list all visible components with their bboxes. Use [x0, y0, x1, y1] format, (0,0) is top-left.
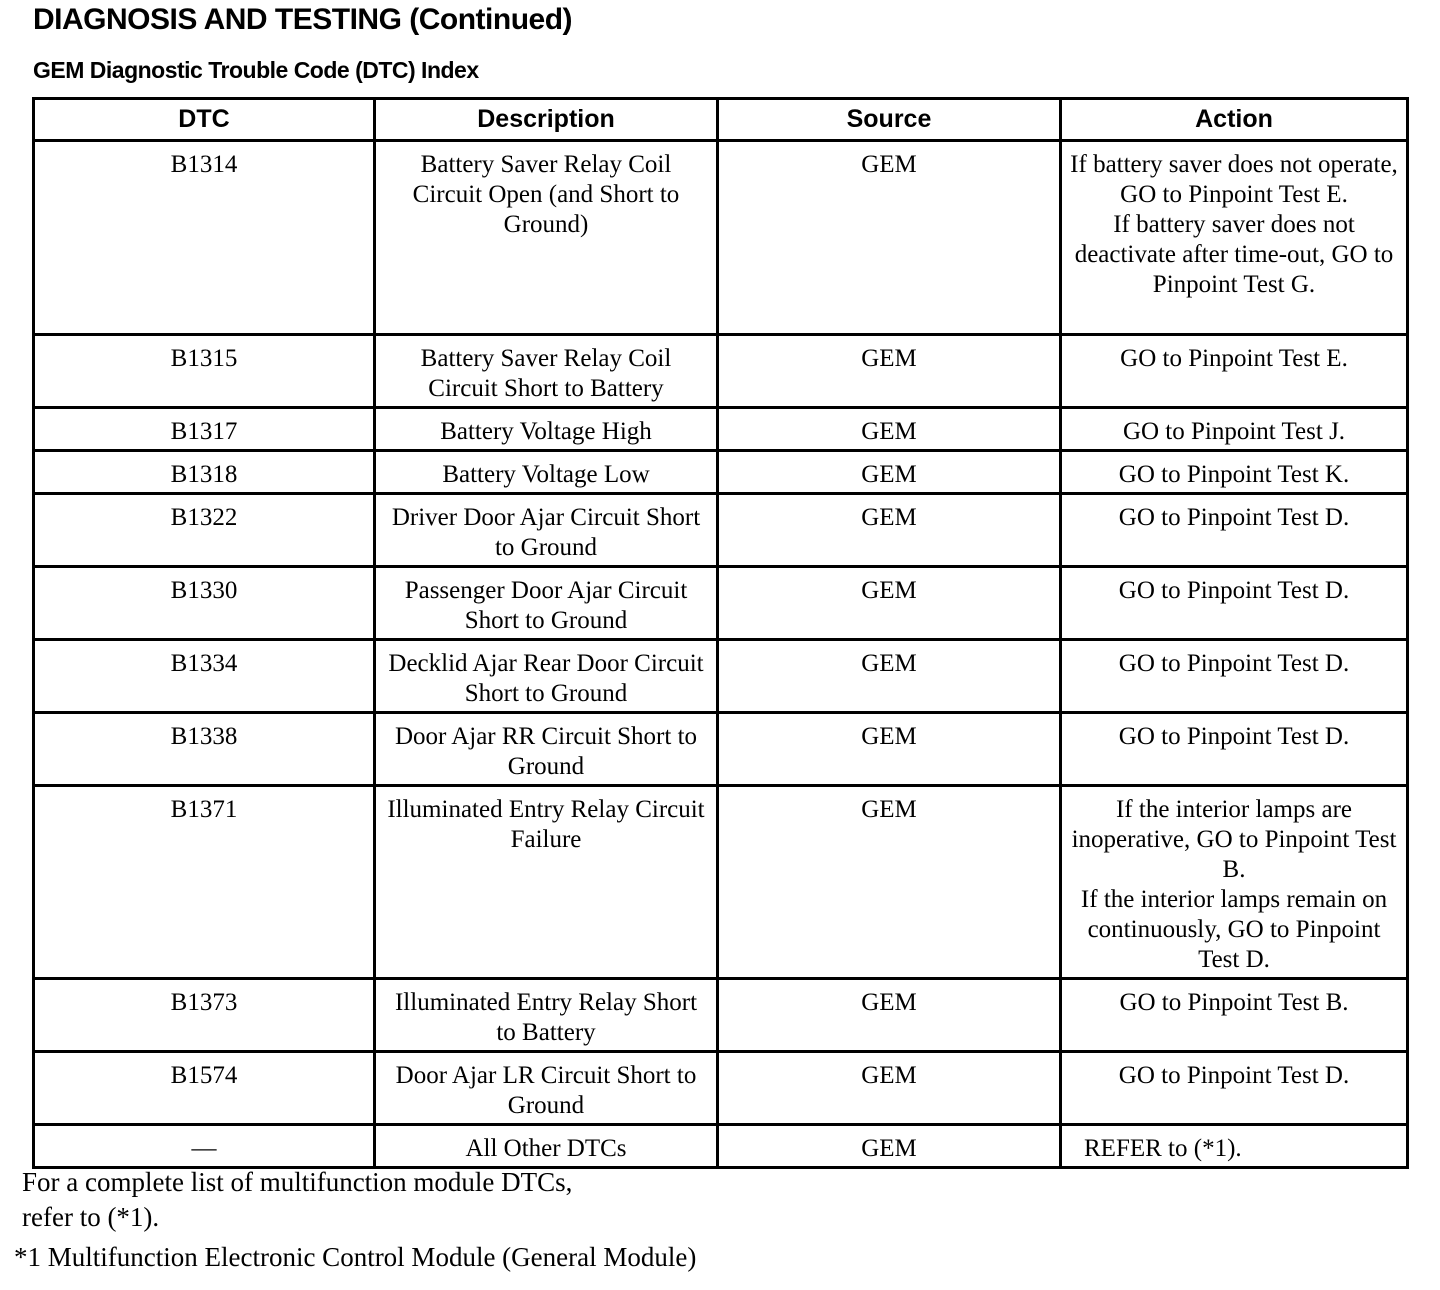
table-row	[34, 408, 1408, 451]
action-cell: REFER to (*1).	[1061, 1125, 1408, 1168]
description-cell: Decklid Ajar Rear Door Circuit Short to Ground	[375, 640, 718, 713]
description-cell: Battery Voltage Low	[375, 451, 718, 494]
column-header-source: Source	[718, 99, 1061, 141]
table-row	[34, 451, 1408, 494]
table-row	[34, 1052, 1408, 1125]
source-cell: GEM	[718, 1052, 1061, 1125]
page-title: DIAGNOSIS AND TESTING (Continued)	[33, 3, 573, 36]
action-cell: GO to Pinpoint Test K.	[1061, 451, 1408, 494]
table-row	[34, 1125, 1408, 1168]
action-cell: GO to Pinpoint Test E.	[1061, 335, 1408, 408]
description-cell: Illuminated Entry Relay Circuit Failure	[375, 786, 718, 979]
table-row	[34, 494, 1408, 567]
dtc-cell: B1334	[34, 640, 375, 713]
table-header-row	[34, 99, 1408, 141]
dtc-cell: B1373	[34, 979, 375, 1052]
column-header-dtc: DTC	[34, 99, 375, 141]
action-cell: GO to Pinpoint Test J.	[1061, 408, 1408, 451]
table-row	[34, 979, 1408, 1052]
dtc-index-table	[32, 97, 1409, 1169]
table-row	[34, 141, 1408, 335]
action-cell: GO to Pinpoint Test D.	[1061, 640, 1408, 713]
table-row	[34, 335, 1408, 408]
description-cell: All Other DTCs	[375, 1125, 718, 1168]
source-cell: GEM	[718, 335, 1061, 408]
source-cell: GEM	[718, 408, 1061, 451]
description-cell: Battery Saver Relay Coil Circuit Short to Battery	[375, 335, 718, 408]
table-row	[34, 786, 1408, 979]
source-cell: GEM	[718, 979, 1061, 1052]
description-cell: Battery Saver Relay Coil Circuit Open (and Short to Ground)	[375, 141, 718, 335]
table-row	[34, 640, 1408, 713]
action-cell: GO to Pinpoint Test B.	[1061, 979, 1408, 1052]
description-cell: Door Ajar RR Circuit Short to Ground	[375, 713, 718, 786]
action-cell: If the interior lamps are inoperative, GO to Pinpoint Test B. If the interior lamps remain on continuously, GO to Pinpoint Test D.	[1061, 786, 1408, 979]
dtc-cell: B1317	[34, 408, 375, 451]
description-cell: Illuminated Entry Relay Short to Battery	[375, 979, 718, 1052]
table-title: GEM Diagnostic Trouble Code (DTC) Index	[33, 57, 479, 83]
footnote-legend: *1 Multifunction Electronic Control Module (General Module)	[14, 1242, 697, 1272]
dtc-cell: B1315	[34, 335, 375, 408]
dtc-cell: B1314	[34, 141, 375, 335]
source-cell: GEM	[718, 567, 1061, 640]
source-cell: GEM	[718, 786, 1061, 979]
action-cell: GO to Pinpoint Test D.	[1061, 567, 1408, 640]
description-cell: Door Ajar LR Circuit Short to Ground	[375, 1052, 718, 1125]
dtc-cell: B1338	[34, 713, 375, 786]
table-row	[34, 713, 1408, 786]
footnote-line-1: For a complete list of multifunction module DTCs,	[22, 1167, 573, 1197]
source-cell: GEM	[718, 451, 1061, 494]
action-cell: GO to Pinpoint Test D.	[1061, 1052, 1408, 1125]
footnote-line-2: refer to (*1).	[22, 1202, 160, 1232]
action-cell: GO to Pinpoint Test D.	[1061, 494, 1408, 567]
description-cell: Passenger Door Ajar Circuit Short to Ground	[375, 567, 718, 640]
source-cell: GEM	[718, 640, 1061, 713]
column-header-action: Action	[1061, 99, 1408, 141]
dtc-cell: B1322	[34, 494, 375, 567]
action-cell: If battery saver does not operate, GO to Pinpoint Test E. If battery saver does not deactivate after time-out, GO to Pinpoint Test G.	[1061, 141, 1408, 335]
source-cell: GEM	[718, 141, 1061, 335]
source-cell: GEM	[718, 713, 1061, 786]
dtc-cell: —	[34, 1125, 375, 1168]
source-cell: GEM	[718, 1125, 1061, 1168]
source-cell: GEM	[718, 494, 1061, 567]
action-cell: GO to Pinpoint Test D.	[1061, 713, 1408, 786]
dtc-cell: B1371	[34, 786, 375, 979]
dtc-cell: B1574	[34, 1052, 375, 1125]
dtc-cell: B1318	[34, 451, 375, 494]
dtc-cell: B1330	[34, 567, 375, 640]
description-cell: Battery Voltage High	[375, 408, 718, 451]
table-row	[34, 567, 1408, 640]
description-cell: Driver Door Ajar Circuit Short to Ground	[375, 494, 718, 567]
column-header-description: Description	[375, 99, 718, 141]
